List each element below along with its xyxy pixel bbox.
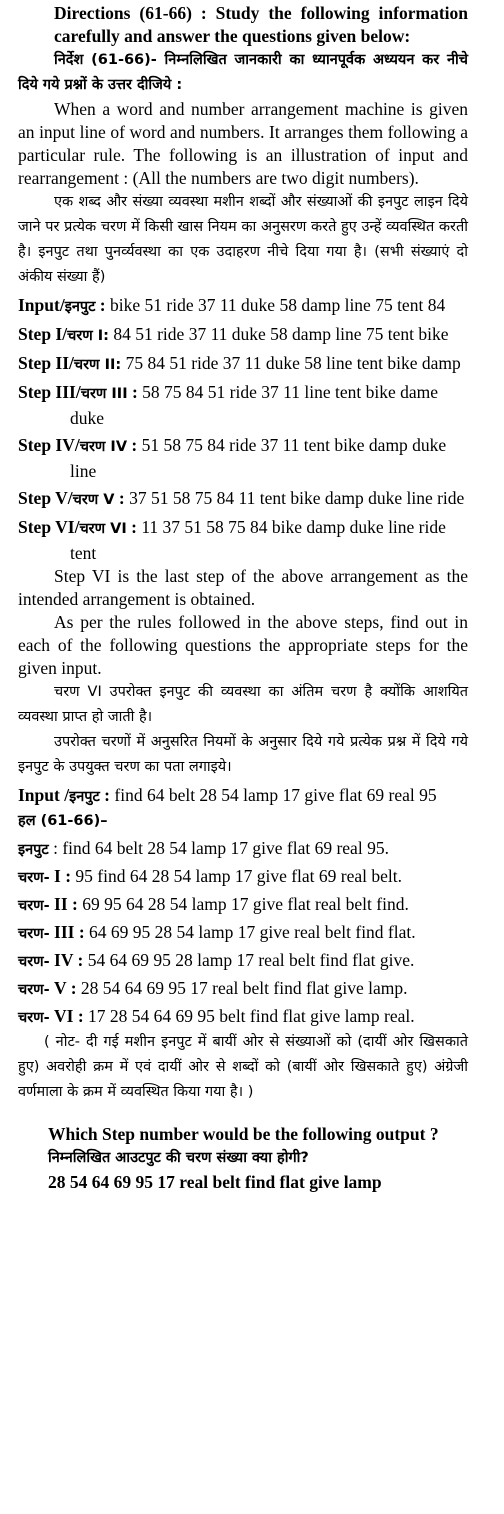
step-separator: : [126,517,142,537]
note-hindi: ( नोट- दी गई मशीन इनपुट में बायीं ओर से संख्याओं को (दायीं ओर खिसकाते हुए) अवरोही क्रम में एवं दायीं ओर से शब्दों को (बायीं ओर खिसकाते हुए) अंग्रेजी वर्णमाला के क्रम में व्यवस्थित किया गया है। ) [18,1034,468,1100]
intro-english: When a word and number arrangement machine is given an input line of word and numbers. It arranges them following a particular rule. The following is an illustration of input and rearrangement : (All the numbers are two digit numbers). [18,99,468,188]
step-label: Step I/ [18,324,68,344]
step-text: find 64 belt 28 54 lamp 17 give flat 69 real 95 [114,785,437,805]
step-label: Step IV/ [18,435,80,455]
rules-hindi: उपरोक्त चरणों में अनुसरित नियमों के अनुसार दिये गये प्रत्येक प्रश्न में दिये गये इनपुट के उपयुक्त चरण का पता लगाइये। [18,734,468,775]
solution-roman: II [49,894,68,914]
example-step-row [18,380,468,430]
solution-label-hindi: चरण- [18,982,50,998]
solution-separator: : [73,950,88,970]
step-text: 75 84 51 ride 37 11 duke 58 line tent bike damp [125,353,461,373]
solution-separator: : [48,838,63,858]
question-output: 28 54 64 69 95 17 real belt find flat give lamp [48,1172,382,1192]
solution-step-row [18,1004,468,1030]
step-text: 51 58 75 84 ride 37 11 tent bike damp duke line [70,435,447,481]
step-label-hindi: इनपुट [69,789,100,805]
step-label-hindi: इनपुट [64,299,96,315]
solution-step-row [18,864,468,890]
solution-roman: III [49,922,75,942]
solution-input-row [18,836,468,862]
solution-step-row [18,948,468,974]
step-label-hindi: चरण V [72,492,115,508]
solution-label-hindi: चरण- [18,1010,50,1026]
directions-english: Directions (61-66) : Study the following information carefully and answer the questions given below: [54,3,468,46]
step-label-hindi: चरण II: [73,357,122,373]
question-block [18,1123,468,1194]
solution-separator: : [60,866,76,886]
solution-step-row [18,892,468,918]
solution-text: 17 28 54 64 69 95 belt find flat give lamp real. [88,1006,415,1026]
example-step-row [18,433,468,483]
solution-roman: V [49,978,67,998]
example-step-row [18,486,468,512]
example-input-row [18,293,468,319]
step-text: bike 51 ride 37 11 duke 58 damp line 75 tent 84 [110,295,446,315]
solution-roman: I [49,866,61,886]
question-input-row [18,783,468,809]
solution-text: 64 69 95 28 54 lamp 17 give real belt find flat. [89,922,416,942]
step-label-hindi: चरण III [80,386,128,402]
solution-label-hindi: चरण- [18,898,50,914]
solution-text: 54 64 69 95 28 lamp 17 real belt find flat give. [87,950,415,970]
solution-label-hindi: चरण- [18,954,50,970]
step-label: Input/ [18,295,65,315]
step-text: 58 75 84 51 ride 37 11 line tent bike dame duke [70,382,438,428]
solution-text: 95 find 64 28 54 lamp 17 give flat 69 real belt. [75,866,403,886]
step-separator: : [95,295,110,315]
example-step-row [18,351,468,377]
solution-label-hindi: चरण- [18,926,50,942]
solution-text: find 64 belt 28 54 lamp 17 give flat 69 real 95. [62,838,389,858]
solution-steps [18,836,468,1030]
step-label-hindi: चरण I: [67,328,109,344]
solution-separator: : [73,1006,89,1026]
step-separator: : [127,435,142,455]
step-label: Step V/ [18,488,73,508]
solution-step-row [18,920,468,946]
solution-label-hindi: इनपुट [18,842,49,858]
solution-roman: IV [49,950,74,970]
solution-separator: : [74,922,90,942]
solution-step-row [18,976,468,1002]
step-text: 11 37 51 58 75 84 bike damp duke line ride tent [70,517,446,563]
rules-english: As per the rules followed in the above steps, find out in each of the following questions the appropriate steps for the given input. [18,612,468,678]
solution-label-hindi: चरण- [18,870,50,886]
solution-separator: : [67,894,83,914]
solution-roman: VI [49,1006,74,1026]
question-hindi: निम्नलिखित आउटपुट की चरण संख्या क्या होगी? [48,1150,309,1166]
step-label: Step III/ [18,382,81,402]
directions-hindi: निर्देश (61-66)- निम्नलिखित जानकारी का ध्यानपूर्वक अध्ययन कर नीचे दिये गये प्रश्नों के उत्तर दीजिये : [18,52,468,93]
question-english: Which Step number would be the following output ? [48,1124,439,1144]
last-step-english: Step VI is the last step of the above arrangement as the intended arrangement is obtained. [18,566,468,609]
example-step-row [18,322,468,348]
step-label-hindi: चरण VI [79,521,127,537]
step-text: 84 51 ride 37 11 duke 58 damp line 75 tent bike [113,324,449,344]
step-label: Step VI/ [18,517,80,537]
step-label-hindi: चरण IV [79,439,128,455]
step-separator: : [99,785,115,805]
step-text: 37 51 58 75 84 11 tent bike damp duke line ride [129,488,465,508]
step-label: Input / [18,785,70,805]
solution-text: 69 95 64 28 54 lamp 17 give flat real belt find. [82,894,409,914]
solution-heading: हल (61-66)– [18,813,108,829]
solution-separator: : [66,978,81,998]
example-steps [18,293,468,565]
solution-text: 28 54 64 69 95 17 real belt find flat give lamp. [80,978,408,998]
step-separator: : [127,382,143,402]
last-step-hindi: चरण VI उपरोक्त इनपुट की व्यवस्था का अंतिम चरण है क्योंकि आशयित व्यवस्था प्राप्त हो जाती है। [18,684,468,725]
example-step-row [18,515,468,565]
step-label: Step II/ [18,353,74,373]
intro-hindi: एक शब्द और संख्या व्यवस्था मशीन शब्दों और संख्याओं की इनपुट लाइन दिये जाने पर प्रत्येक चरण में किसी खास नियम का अनुसरण करते हुए उन्हें व्यवस्थित करती है। इनपुट तथा पुनर्व्यवस्था का एक उदाहरण नीचे दिया गया है। (सभी संख्याएं दो अंकीय संख्या हैं) [18,194,468,285]
step-separator: : [114,488,130,508]
